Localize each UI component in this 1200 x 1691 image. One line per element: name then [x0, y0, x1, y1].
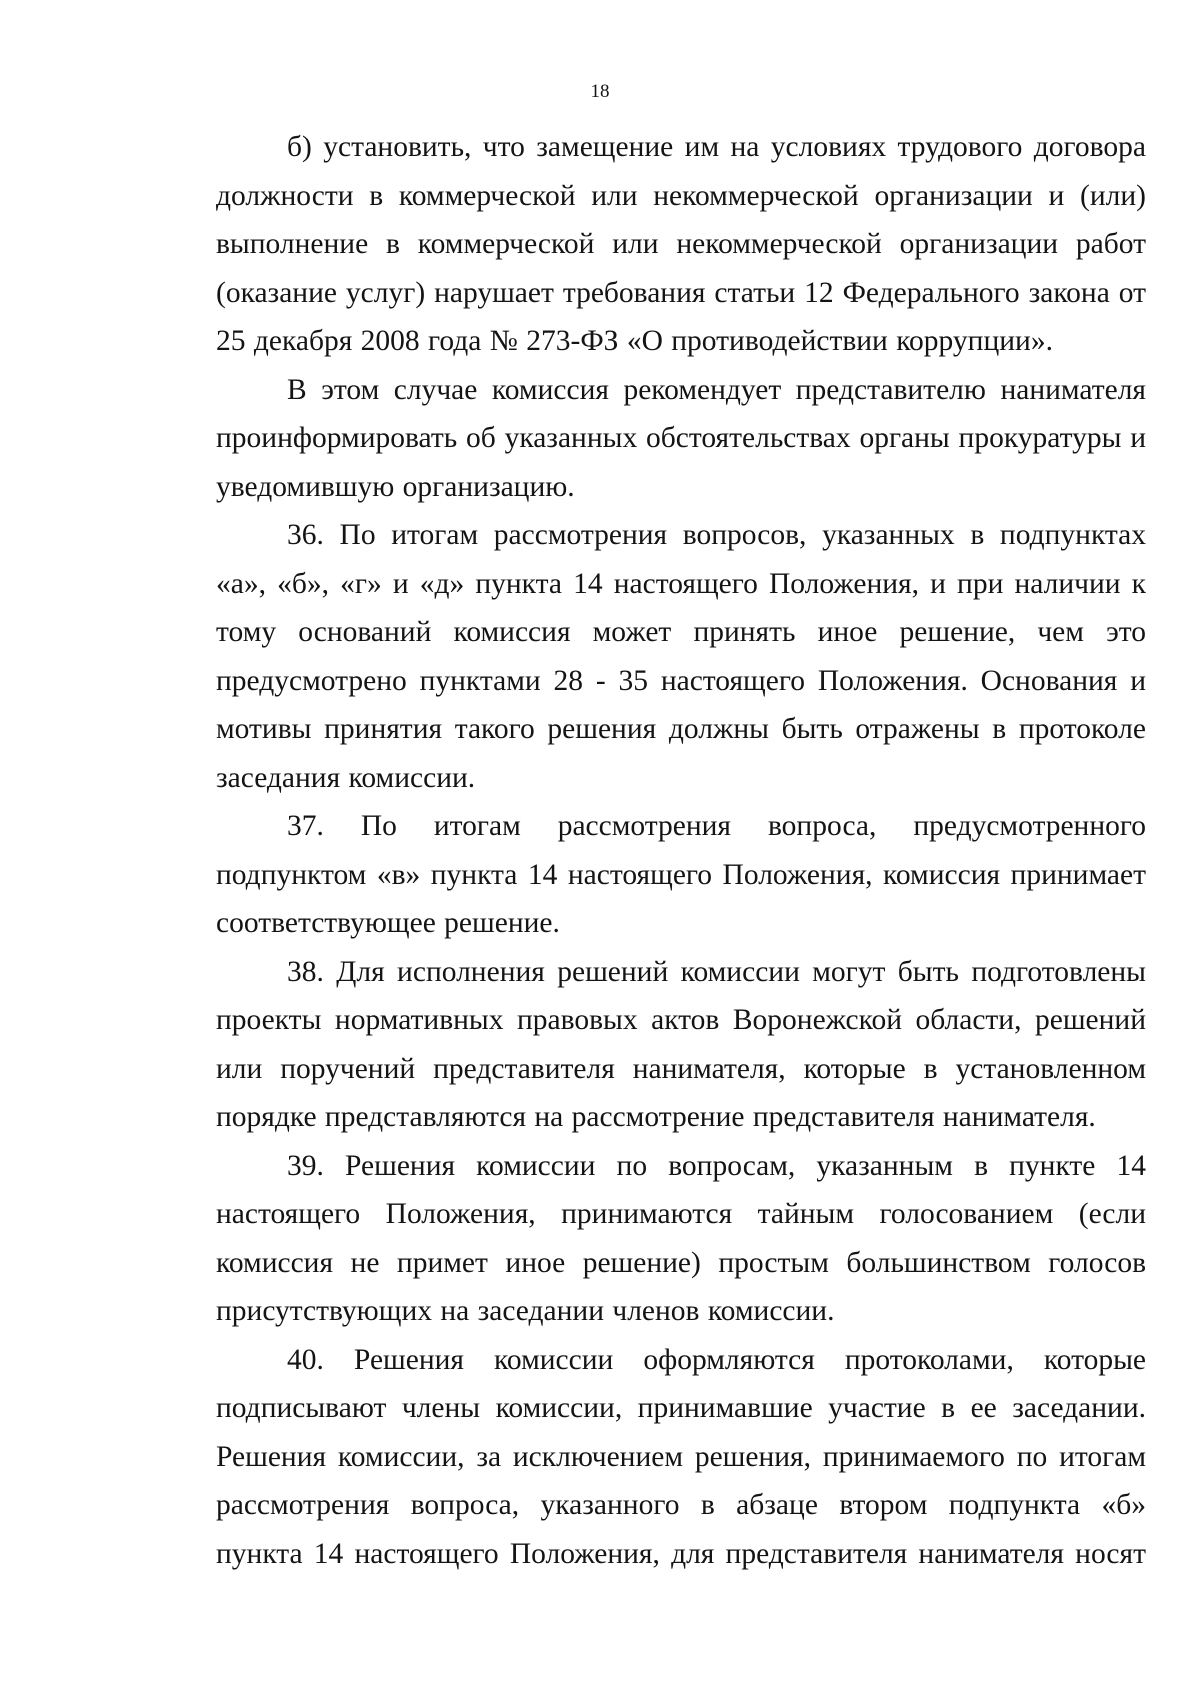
paragraph-recommendation: В этом случае комиссия рекомендует представителю нанимателя проинформировать об указанных обстоятельствах органы прокуратуры и уведомившую организацию.: [216, 373, 1146, 503]
paragraph-38: 38. Для исполнения решений комиссии могут быть подготовлены проекты нормативных правовых актов Воронежской области, решений или поручений представителя нанимателя, которые в установленном порядке представляются на рассмотрение представителя нанимателя.: [216, 955, 1146, 1133]
paragraph-40: 40. Решения комиссии оформляются протоколами, которые подписывают члены комиссии, принимавшие участие в ее заседании. Решения комиссии, за исключением решения, принимаемого по итогам рассмотрения вопроса, указанного в абзаце втором подпункта «б» пункта 14 настоящего Положения, для представителя нанимателя носят: [216, 1343, 1146, 1570]
page-number: 18: [590, 81, 610, 102]
paragraph-39: 39. Решения комиссии по вопросам, указанным в пункте 14 настоящего Положения, принимаются тайным голосованием (если комиссия не примет иное решение) простым большинством голосов присутствующих на заседании членов комиссии.: [216, 1149, 1146, 1327]
paragraph-36: 36. По итогам рассмотрения вопросов, указанных в подпунктах «а», «б», «г» и «д» пункта 14 настоящего Положения, и при наличии к тому оснований комиссия может принять иное решение, чем это предусмотрено пунктами 28 - 35 настоящего Положения. Основания и мотивы принятия такого решения должны быть отражены в протоколе заседания комиссии.: [216, 519, 1146, 794]
paragraph-37: 37. По итогам рассмотрения вопроса, предусмотренного подпунктом «в» пункта 14 настоящего Положения, комиссия принимает соответствующее решение.: [216, 810, 1146, 939]
paragraph-subpoint-b: б) установить, что замещение им на условиях трудового договора должности в коммерческой или некоммерческой организации и (или) выполнение в коммерческой или некоммерческой организации работ (оказание услуг) нарушает требования статьи 12 Федерального закона от 25 декабря 2008 года № 273-ФЗ «О противодействии коррупции».: [216, 131, 1146, 357]
document-body: [216, 123, 1146, 1578]
